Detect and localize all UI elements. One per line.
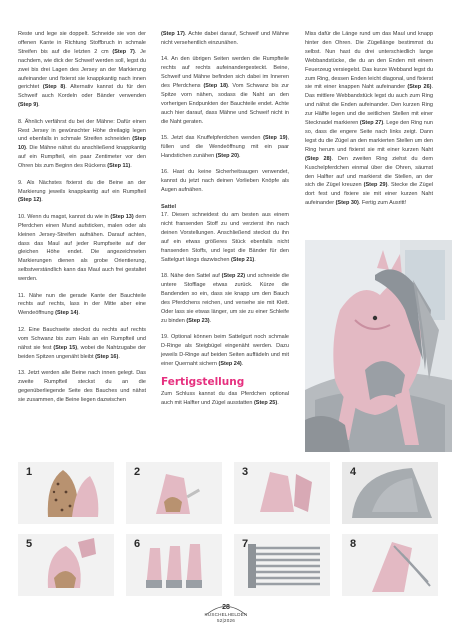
paragraph	[161, 55, 289, 126]
paragraph: 12. Eine Bauchseite steckst du rechts auf rechts vom Schwanz bis zum Hals an ein Rumpfteil und nähst sie fest (Step 15), wobei die Nahtzugabe der beiden Spitzen ungenäht bleibt (Step 16).	[18, 326, 146, 360]
text: . Je nachdem, wie dick der Schweif werden soll, legst du zwei bis drei Lagen des Jersey an der Markierung aufeinander und fixierst sie knappkantig nach innen gerichtet	[18, 48, 146, 91]
step-photo	[126, 534, 222, 596]
paragraph: Reste und lege sie doppelt. Schneide sie von der offenen Kante in Richtung Stoffbruch in schmale Streifen bis auf die letzten 2 cm (Step 7). Je nachdem, wie dick der Schweif werden soll, legst du zwei bis drei Lagen des Jersey an der Markierung aufeinander und fixierst sie knappkantig nach innen gerichtet (Step 8). Alternativ kannst du für den Schweif auch Kordeln oder Bänder verwenden (Step 9).	[18, 31, 147, 109]
text: . Lege den Ring nun so, dass die engere Seite nach links zeigt. Dann legst du die Zügel an den markierten Stellen um den Ring herum und fixierst sie mit einer kurzen Naht	[305, 120, 433, 153]
text: dem Pferdchen einen Mund aufsticken, malen oder als kleinen Jersey-Streifen aufnähen. Darauf achten, dass das Maul auf jeder Rumpfseite auf der gleichen Höhe endet. Die angezeichneten Markierungen dienen als grobe Orientierung, selbstverständlich kann das Maul auch frei gestaltet werden.	[18, 213, 147, 283]
text: Reste und lege sie doppelt. Schneide sie von der offenen Kante in Richtung Stoffbruch in schmale Streifen bis auf die letzten 2 cm	[18, 31, 146, 55]
text: 10. Wenn du magst, kannst du wie in	[18, 213, 109, 220]
text: 12. Eine Bauchseite steckst du rechts auf rechts vom Schwanz bis zum Hals an ein Rumpfteil und nähst sie fest	[18, 326, 146, 351]
step-photos	[18, 462, 438, 597]
step-number: 5	[26, 538, 33, 550]
text: 13. Jetzt werden alle Beine nach innen gelegt. Das zweite Rumpfteil steckst du an die gegenüberliegende Seite des Bauches und nähst sie zusammen, die Beine liegen dazwischen	[18, 369, 146, 403]
text: 16. Hast du keine Sicherheitsaugen verwendet, kannst du jetzt nach deinen Vorlieben Knöpfe als Augen aufnähen.	[161, 169, 289, 194]
magazine-name: KUSCHELHELDEN	[204, 612, 248, 617]
step-ref: (Step 15)	[53, 344, 78, 351]
step-ref: (Step 11)	[107, 163, 131, 170]
paragraph	[161, 168, 289, 195]
text: . Alternativ kannst du für den Schweif auch Kordeln oder Bänder verwenden	[18, 84, 147, 100]
subheading-sattel: Sattel	[161, 203, 176, 210]
step-ref: (Step 10)	[18, 136, 147, 152]
text: Miss dafür die Länge rund um das Maul und knapp hinter den Ohren. Die Zügellänge bestimmst du selbst. Nun hast du drei unterschiedlich lange Webbandstücke, die du an den Enden mit einem Feuerzeug versiegelst. Das kurze Webband legst du zum Ring, dessen Enden leicht diagonal, und fixierst sie mit einer knappen Naht aufeinander	[305, 31, 433, 91]
text: . Die Mähne nähst du anschließend knappkantig auf ein Rumpfteil, ein paar Zentimeter vor den Ohren bis zum Beginn des Rückens	[18, 145, 146, 170]
step-photo	[342, 462, 438, 524]
step-photo-1	[18, 462, 114, 524]
text-column-1	[18, 30, 146, 412]
step-ref: (Step 25)	[253, 400, 278, 407]
step-photo-8	[342, 534, 438, 596]
step-ref: (Step 13)	[110, 213, 134, 220]
step-ref: (Step 17)	[161, 31, 185, 37]
step-ref: (Step 21)	[231, 256, 255, 263]
horse-illustration	[305, 240, 452, 452]
step-number: 4	[350, 466, 357, 478]
step-photo	[234, 462, 330, 524]
paragraph: 19. Optional können beim Sattelgurt noch schmale D-Ringe als Steigbügel eingenäht werden. Dazu jeweils D-Ringe auf beiden Seiten auffädeln und mit einer Quernaht sichern (Step 24).	[161, 334, 289, 367]
step-ref: (Step 8)	[42, 84, 66, 91]
text: , füllen und die Wendeöffnung mit ein paar Handstichen zunähen	[161, 135, 290, 159]
step-ref: (Step 23)	[186, 317, 210, 324]
text: . Den zweiten Ring ziehst du dem Kuschelpferdchen einmal über die Ohren, säumst den Halfter auf und markierst die Stellen, an der sich die Zügel kreuzen	[305, 155, 433, 189]
page-footer	[200, 604, 252, 634]
step-number: 8	[350, 538, 357, 550]
step-number: 2	[134, 466, 141, 478]
step-photo	[126, 462, 222, 524]
step-ref: (Step 7)	[112, 48, 135, 55]
step-ref: (Step 19)	[263, 135, 288, 142]
text: . Das mittlere Webbandstück legst du auch zum Ring und nähst die Enden aufeinander. Den kurzen Ring zur Hälfte legen und die seitlichen Stellen mit einer Stecknadel markieren	[305, 84, 433, 127]
step-ref: (Step 27)	[359, 120, 384, 127]
paragraph: Zum Schluss kannst du das Pferdchen optional auch mit Halfter und Zügel ausstatten (Step 25).	[161, 391, 289, 407]
paragraph	[161, 30, 289, 48]
paragraph	[18, 369, 146, 405]
text-column-2	[161, 30, 289, 416]
paragraph: 17. Diesen schneidest du am besten aus einem nicht fransenden Stoff zu und verzierst ihn nach deinen Vorstellungen. Anschließend steckst du ihn auf ein etwas größeres Stück ebenfalls nicht fransenden Stoffs, und legst die Bänder für den Sattelgurt längs dazwischen (Step 21).	[161, 212, 289, 263]
step-number: 7	[242, 538, 249, 550]
step-photo-5	[18, 534, 114, 596]
text: 18. Nähe den Sattel auf	[161, 273, 220, 280]
step-ref: (Step 12)	[18, 197, 42, 204]
text: 17. Diesen schneidest du am besten aus einem nicht fransenden Stoff zu und verzierst ihn nach deinen Vorstellungen. Anschließend steckst du ihn auf ein etwas größeres Stück ebenfalls nicht fransenden Stoffs, und legst die Bänder für den Sattelgurt längs dazwischen	[161, 212, 289, 263]
paragraph	[18, 213, 146, 284]
footer-arc-icon	[202, 602, 250, 616]
text: . Achte dabei darauf, Schweif und Mähne nicht versehentlich einzunähen.	[161, 31, 289, 46]
paragraph: 8. Ähnlich verfährst du bei der Mähne: Dafür einen Rest Jersey in gewünschter Höhe dreilagig legen und ebenfalls in schmale Streifen schneiden (Step 10). Die Mähne nähst du anschließend knappkantig auf ein Rumpfteil, ein paar Zentimeter vor den Ohren bis zum Beginn des Rückens (Step 11).	[18, 118, 147, 170]
section-heading: Fertigstellung	[161, 376, 245, 389]
step-photo-7	[234, 534, 330, 596]
text: 11. Nähe nun die gerade Kante der Bauchteile rechts auf rechts, lass in der Mitte aber eine Wendeöffnung	[18, 292, 146, 317]
paragraph: 18. Nähe den Sattel auf (Step 22) und schneide die untere Stofflage etwas zurück. Kürze die Bandenden so ein, dass sie knapp um den Bauch des Pferdchens reichen, und versehe sie mit Klett. Oder lass sie etwas länger, um sie zu einer Schleife zu binden (Step 23).	[161, 273, 290, 324]
step-number: 3	[242, 466, 249, 478]
step-photo-6	[126, 534, 222, 596]
step-ref: (Step 16)	[95, 353, 119, 360]
step-photo	[18, 534, 114, 596]
step-ref: (Step 24)	[218, 361, 242, 367]
text: . Fertig zum Ausritt!	[358, 200, 407, 207]
step-ref: (Step 20)	[215, 152, 239, 159]
step-number: 6	[134, 538, 141, 550]
step-photo-2	[126, 462, 222, 524]
step-photo	[18, 462, 114, 524]
step-ref: (Step 26)	[407, 84, 432, 91]
page-number: 28	[222, 604, 230, 611]
paragraph: 9. Als Nächstes fixierst du die Beine an der Markierung jeweils knappkantig auf ein Rumpfteil (Step 12).	[18, 179, 146, 204]
text-column-3	[305, 30, 433, 216]
text: . Vom Schwanz bis zur Spitze vorn nähen, sodass die Naht an den vorherigen Endpunkten der Bauchteile endet. Achte auch hier darauf, dass Mähne und Schweif nicht in die Naht geraten.	[161, 83, 290, 125]
text: 15. Jetzt das Knuffelpferdchen wenden	[161, 135, 261, 142]
step-ref: (Step 9)	[18, 102, 39, 109]
step-number: 1	[26, 466, 33, 478]
issue-number: 52|2026	[217, 618, 235, 623]
text: Zum Schluss kannst du das Pferdchen optional auch mit Halfter und Zügel ausstatten	[161, 391, 289, 407]
step-ref: (Step 30)	[335, 200, 359, 207]
paragraph	[305, 30, 433, 208]
step-ref: (Step 18)	[203, 83, 229, 90]
text: 9. Als Nächstes fixierst du die Beine an der Markierung jeweils knappkantig auf ein Rumpfteil	[18, 179, 146, 195]
text: , wobei die Nahtzugabe der beiden Spitzen ungenäht bleibt	[18, 344, 146, 360]
hero-photo-horse	[305, 240, 452, 452]
step-photo	[342, 534, 438, 596]
step-photo-3	[234, 462, 330, 524]
paragraph: 15. Jetzt das Knuffelpferdchen wenden (Step 19), füllen und die Wendeöffnung mit ein paar Handstichen zunähen (Step 20).	[161, 135, 290, 159]
text: 19. Optional können beim Sattelgurt noch schmale D-Ringe als Steigbügel eingenäht werden. Dazu jeweils D-Ringe auf beiden Seiten auffädeln und mit einer Quernaht sichern	[161, 334, 289, 367]
text: . Stecke die Zügel dort fest und fixiere sie mit einer kurzen Naht aufeinander	[305, 182, 434, 207]
step-ref: (Step 28)	[305, 155, 332, 162]
text: und schneide die untere Stofflage etwas zurück. Kürze die Bandenden so ein, dass sie knapp um den Bauch des Pferdchens reichen, und versehe sie mit Klett. Oder lass sie etwas länger, um sie zu einer Schleife zu binden	[161, 273, 290, 324]
step-ref: (Step 29)	[363, 182, 388, 189]
text: 8. Ähnlich verfährst du bei der Mähne: Dafür einen Rest Jersey in gewünschter Höhe dreilagig legen und ebenfalls in schmale Streifen schneiden	[18, 118, 146, 143]
step-photo	[234, 534, 330, 596]
step-photo-4	[342, 462, 438, 524]
step-ref: (Step 22)	[221, 273, 246, 280]
text: 14. An den übrigen Seiten werden die Rumpfteile rechts auf rechts aufeinandergesteckt. Beine, Schweif und Mähne befinden sich dabei im Inneren des Pferdchens	[161, 56, 289, 90]
paragraph: 11. Nähe nun die gerade Kante der Bauchteile rechts auf rechts, lass in der Mitte aber eine Wendeöffnung (Step 14).	[18, 292, 146, 317]
step-ref: (Step 14)	[55, 310, 79, 317]
